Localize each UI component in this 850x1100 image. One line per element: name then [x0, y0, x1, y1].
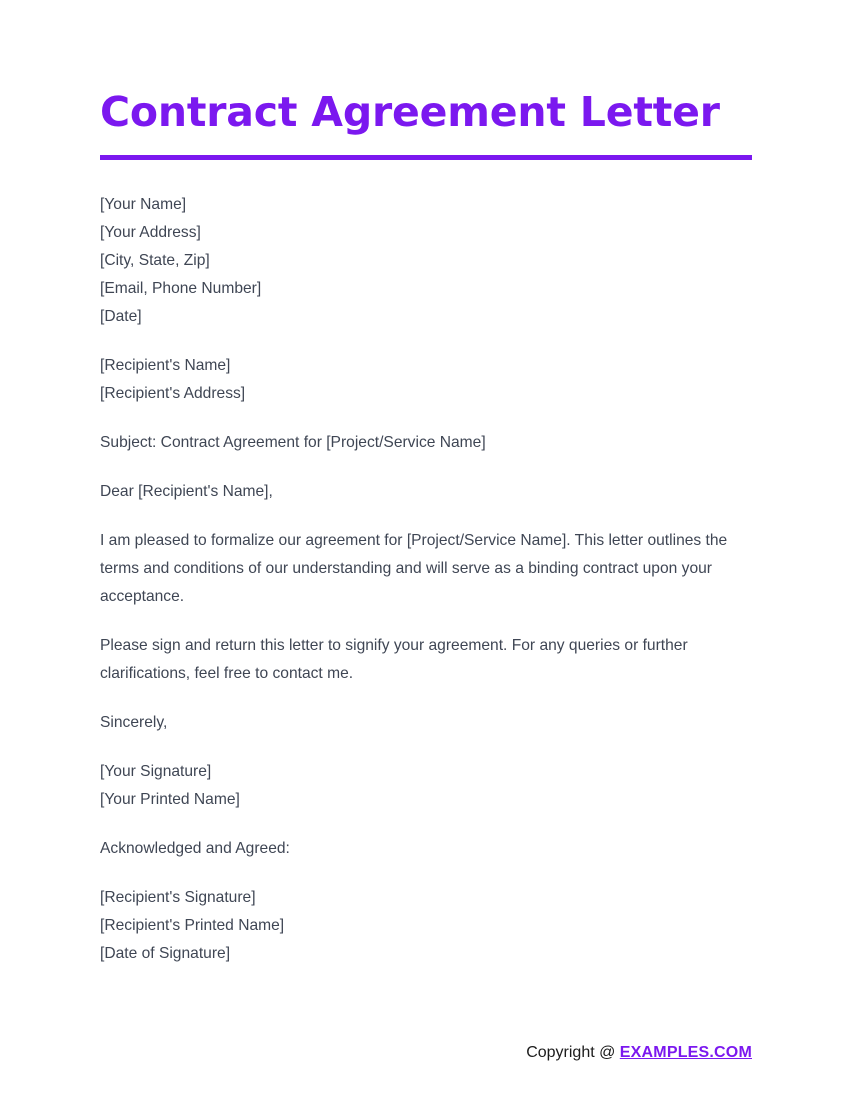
text-line: [Recipient's Address]: [100, 385, 246, 403]
text-line: [Your Signature]: [100, 763, 212, 781]
paragraph-opening: [100, 527, 752, 611]
text-line: Dear [Recipient's Name],: [100, 483, 273, 501]
subject-block: [100, 429, 752, 457]
recipient-address-block: [100, 352, 752, 408]
text-line: [Date]: [100, 308, 142, 326]
page-footer: [100, 1042, 752, 1064]
text-line: [Date of Signature]: [100, 945, 231, 963]
acknowledgement-heading-block: [100, 835, 752, 863]
footer-copyright-text: Copyright @: [526, 1044, 620, 1061]
closing-block: [100, 709, 752, 737]
paragraph-signing-request: [100, 632, 752, 688]
text-line: [Your Printed Name]: [100, 791, 240, 809]
text-line: Sincerely,: [100, 714, 168, 732]
letter-body: [100, 191, 752, 968]
sender-signature-block: [100, 758, 752, 814]
examples-com-link[interactable]: EXAMPLES.COM: [619, 1044, 752, 1061]
recipient-signature-block: [100, 884, 752, 968]
text-line: Please sign and return this letter to signify your agreement. For any queries or further clarifications, feel free to contact me.: [100, 637, 693, 683]
text-line: [Recipient's Signature]: [100, 889, 256, 907]
salutation-block: [100, 478, 752, 506]
text-line: [Email, Phone Number]: [100, 280, 262, 298]
text-line: [Your Address]: [100, 224, 201, 242]
text-line: I am pleased to formalize our agreement for [Project/Service Name]. This letter outlines the terms and conditions of our understanding and will serve as a binding contract upon your acceptance.: [100, 532, 732, 606]
page-title: Contract Agreement Letter: [100, 88, 720, 136]
text-line: Subject: Contract Agreement for [Project/Service Name]: [100, 434, 486, 452]
text-line: Acknowledged and Agreed:: [100, 840, 290, 858]
sender-address-block: [100, 191, 752, 331]
title-divider: [100, 155, 752, 160]
text-line: [Recipient's Name]: [100, 357, 231, 375]
text-line: [Your Name]: [100, 196, 187, 214]
text-line: [Recipient's Printed Name]: [100, 917, 285, 935]
text-line: [City, State, Zip]: [100, 252, 210, 270]
document-content: [100, 0, 752, 968]
